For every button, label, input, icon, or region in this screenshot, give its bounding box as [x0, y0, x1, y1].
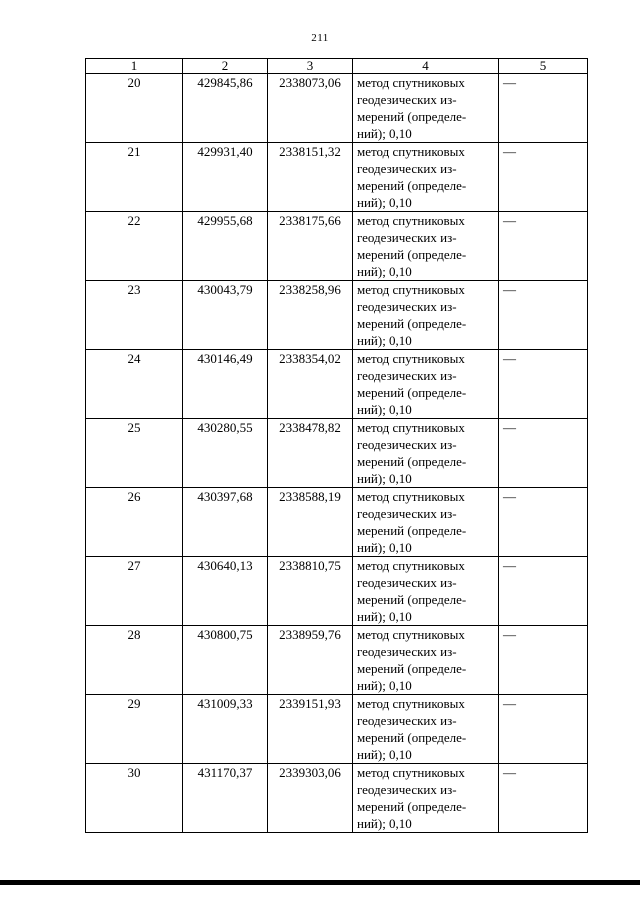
- method-text-line: геодезических из-: [357, 575, 457, 590]
- column-header-5: 5: [499, 59, 588, 74]
- point-number-cell: 23: [86, 281, 183, 350]
- point-number-cell: 27: [86, 557, 183, 626]
- note-cell: —: [499, 212, 588, 281]
- x-coordinate-cell: 430397,68: [183, 488, 268, 557]
- method-cell: [353, 281, 499, 350]
- column-header-2: 2: [183, 59, 268, 74]
- table-row: [86, 143, 588, 212]
- point-number-cell: 30: [86, 764, 183, 833]
- method-text-line: мерений (определе-: [357, 178, 467, 193]
- note-cell: —: [499, 74, 588, 143]
- x-coordinate-cell: 429931,40: [183, 143, 268, 212]
- table-row: [86, 419, 588, 488]
- x-coordinate-cell: 429845,86: [183, 74, 268, 143]
- method-text-line: геодезических из-: [357, 713, 457, 728]
- method-text-line: геодезических из-: [357, 368, 457, 383]
- point-number-cell: 29: [86, 695, 183, 764]
- method-text-line: метод спутниковых: [357, 213, 465, 228]
- method-text-line: ний); 0,10: [357, 264, 412, 279]
- point-number-cell: 26: [86, 488, 183, 557]
- method-text-line: метод спутниковых: [357, 627, 465, 642]
- x-coordinate-cell: 430043,79: [183, 281, 268, 350]
- method-text-line: ний); 0,10: [357, 126, 412, 141]
- y-coordinate-cell: 2338959,76: [268, 626, 353, 695]
- method-text-line: геодезических из-: [357, 299, 457, 314]
- coordinates-table: [85, 58, 588, 833]
- method-text-line: ний); 0,10: [357, 471, 412, 486]
- y-coordinate-cell: 2338354,02: [268, 350, 353, 419]
- x-coordinate-cell: 429955,68: [183, 212, 268, 281]
- point-number-cell: 25: [86, 419, 183, 488]
- y-coordinate-cell: 2338258,96: [268, 281, 353, 350]
- method-text-line: метод спутниковых: [357, 420, 465, 435]
- note-cell: —: [499, 764, 588, 833]
- method-text-line: мерений (определе-: [357, 385, 467, 400]
- method-text-line: метод спутниковых: [357, 696, 465, 711]
- method-text-line: ний); 0,10: [357, 747, 412, 762]
- method-cell: [353, 695, 499, 764]
- table-body: [86, 74, 588, 833]
- method-text-line: мерений (определе-: [357, 109, 467, 124]
- note-cell: —: [499, 419, 588, 488]
- y-coordinate-cell: 2339303,06: [268, 764, 353, 833]
- method-text-line: ний); 0,10: [357, 333, 412, 348]
- table-header: [86, 59, 588, 74]
- note-cell: —: [499, 350, 588, 419]
- method-text-line: метод спутниковых: [357, 75, 465, 90]
- table-row: [86, 764, 588, 833]
- method-cell: [353, 350, 499, 419]
- method-text-line: мерений (определе-: [357, 730, 467, 745]
- x-coordinate-cell: 430640,13: [183, 557, 268, 626]
- point-number-cell: 28: [86, 626, 183, 695]
- table-row: [86, 488, 588, 557]
- x-coordinate-cell: 431009,33: [183, 695, 268, 764]
- point-number-cell: 21: [86, 143, 183, 212]
- table-row: [86, 212, 588, 281]
- method-text-line: мерений (определе-: [357, 316, 467, 331]
- method-text-line: геодезических из-: [357, 230, 457, 245]
- method-text-line: метод спутниковых: [357, 765, 465, 780]
- y-coordinate-cell: 2338151,32: [268, 143, 353, 212]
- method-text-line: метод спутниковых: [357, 489, 465, 504]
- note-cell: —: [499, 143, 588, 212]
- x-coordinate-cell: 430280,55: [183, 419, 268, 488]
- method-text-line: метод спутниковых: [357, 144, 465, 159]
- column-header-4: 4: [353, 59, 499, 74]
- method-text-line: геодезических из-: [357, 437, 457, 452]
- method-cell: [353, 419, 499, 488]
- method-text-line: геодезических из-: [357, 161, 457, 176]
- y-coordinate-cell: 2338478,82: [268, 419, 353, 488]
- method-text-line: ний); 0,10: [357, 402, 412, 417]
- method-text-line: мерений (определе-: [357, 247, 467, 262]
- method-cell: [353, 143, 499, 212]
- x-coordinate-cell: 430800,75: [183, 626, 268, 695]
- method-text-line: геодезических из-: [357, 644, 457, 659]
- table-row: [86, 695, 588, 764]
- method-text-line: ний); 0,10: [357, 816, 412, 831]
- column-header-1: 1: [86, 59, 183, 74]
- note-cell: —: [499, 626, 588, 695]
- method-text-line: мерений (определе-: [357, 799, 467, 814]
- method-text-line: метод спутниковых: [357, 351, 465, 366]
- table-row: [86, 74, 588, 143]
- table-row: [86, 626, 588, 695]
- method-cell: [353, 764, 499, 833]
- table-row: [86, 281, 588, 350]
- method-text-line: мерений (определе-: [357, 454, 467, 469]
- method-cell: [353, 626, 499, 695]
- method-text-line: метод спутниковых: [357, 558, 465, 573]
- note-cell: —: [499, 695, 588, 764]
- method-text-line: ний); 0,10: [357, 609, 412, 624]
- point-number-cell: 24: [86, 350, 183, 419]
- method-cell: [353, 74, 499, 143]
- method-text-line: метод спутниковых: [357, 282, 465, 297]
- method-cell: [353, 557, 499, 626]
- x-coordinate-cell: 431170,37: [183, 764, 268, 833]
- note-cell: —: [499, 281, 588, 350]
- method-cell: [353, 212, 499, 281]
- bottom-rule: [0, 880, 640, 885]
- method-cell: [353, 488, 499, 557]
- method-text-line: геодезических из-: [357, 506, 457, 521]
- method-text-line: мерений (определе-: [357, 523, 467, 538]
- method-text-line: ний); 0,10: [357, 540, 412, 555]
- method-text-line: геодезических из-: [357, 782, 457, 797]
- column-header-3: 3: [268, 59, 353, 74]
- method-text-line: геодезических из-: [357, 92, 457, 107]
- point-number-cell: 22: [86, 212, 183, 281]
- header-row: [86, 59, 588, 74]
- table-row: [86, 557, 588, 626]
- x-coordinate-cell: 430146,49: [183, 350, 268, 419]
- y-coordinate-cell: 2338175,66: [268, 212, 353, 281]
- point-number-cell: 20: [86, 74, 183, 143]
- y-coordinate-cell: 2338588,19: [268, 488, 353, 557]
- note-cell: —: [499, 488, 588, 557]
- method-text-line: мерений (определе-: [357, 592, 467, 607]
- note-cell: —: [499, 557, 588, 626]
- y-coordinate-cell: 2339151,93: [268, 695, 353, 764]
- y-coordinate-cell: 2338073,06: [268, 74, 353, 143]
- method-text-line: ний); 0,10: [357, 195, 412, 210]
- y-coordinate-cell: 2338810,75: [268, 557, 353, 626]
- method-text-line: ний); 0,10: [357, 678, 412, 693]
- method-text-line: мерений (определе-: [357, 661, 467, 676]
- table-row: [86, 350, 588, 419]
- page-number: 211: [311, 32, 329, 44]
